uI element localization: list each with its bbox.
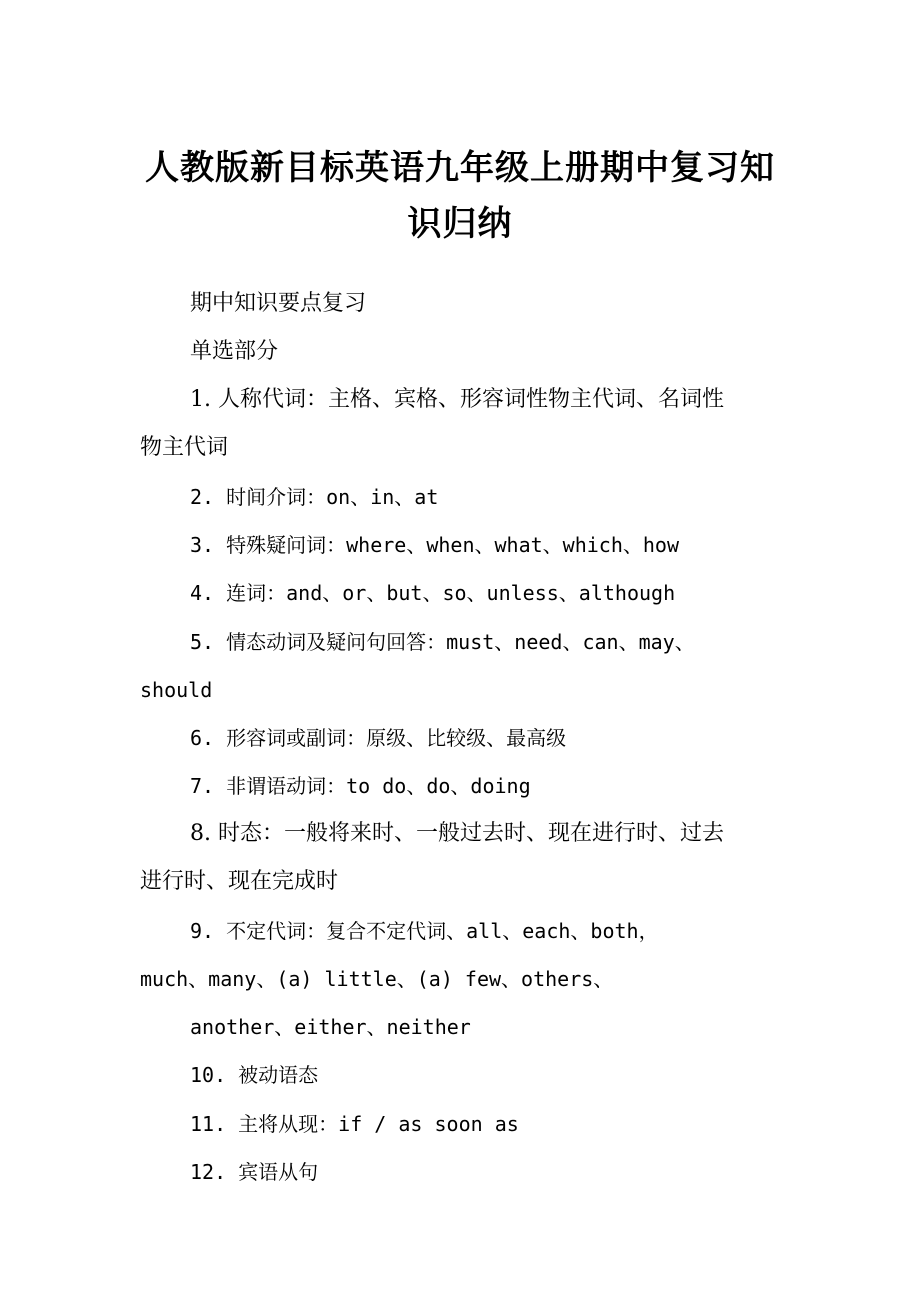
document-title-line-1: 人教版新目标英语九年级上册期中复习知 [145, 148, 775, 188]
list-item-1: 1. 人称代词：主格、宾格、形容词性物主代词、名词性 [190, 387, 724, 412]
list-item-3: 3. 特殊疑问词：where、when、what、which、how [190, 533, 679, 557]
list-item-10: 10. 被动语态 [190, 1063, 319, 1087]
list-item-1-continued: 物主代词 [140, 435, 229, 460]
list-item-9: 9. 不定代词：复合不定代词、all、each、both， [190, 919, 659, 943]
list-item-2: 2. 时间介词：on、in、at [190, 485, 439, 509]
section-heading-review: 期中知识要点复习 [190, 291, 367, 316]
list-item-9-continued-2: another、either、neither [190, 1015, 471, 1039]
list-item-11: 11. 主将从现：if / as soon as [190, 1112, 519, 1136]
document-title-line-2: 识归纳 [407, 204, 513, 244]
list-item-8-continued: 进行时、现在完成时 [140, 869, 339, 894]
list-item-6: 6. 形容词或副词：原级、比较级、最高级 [190, 726, 567, 750]
list-item-7: 7. 非谓语动词：to do、do、doing [190, 774, 531, 798]
list-item-9-continued: much、many、(a) little、(a) few、others、 [140, 967, 614, 991]
list-item-5-continued: should [140, 678, 213, 702]
list-item-4: 4. 连词：and、or、but、so、unless、although [190, 581, 676, 605]
list-item-8: 8. 时态：一般将来时、一般过去时、现在进行时、过去 [190, 821, 724, 846]
list-item-5: 5. 情态动词及疑问句回答：must、need、can、may、 [190, 630, 695, 654]
section-heading-single-choice: 单选部分 [190, 339, 279, 364]
list-item-12: 12. 宾语从句 [190, 1160, 319, 1184]
